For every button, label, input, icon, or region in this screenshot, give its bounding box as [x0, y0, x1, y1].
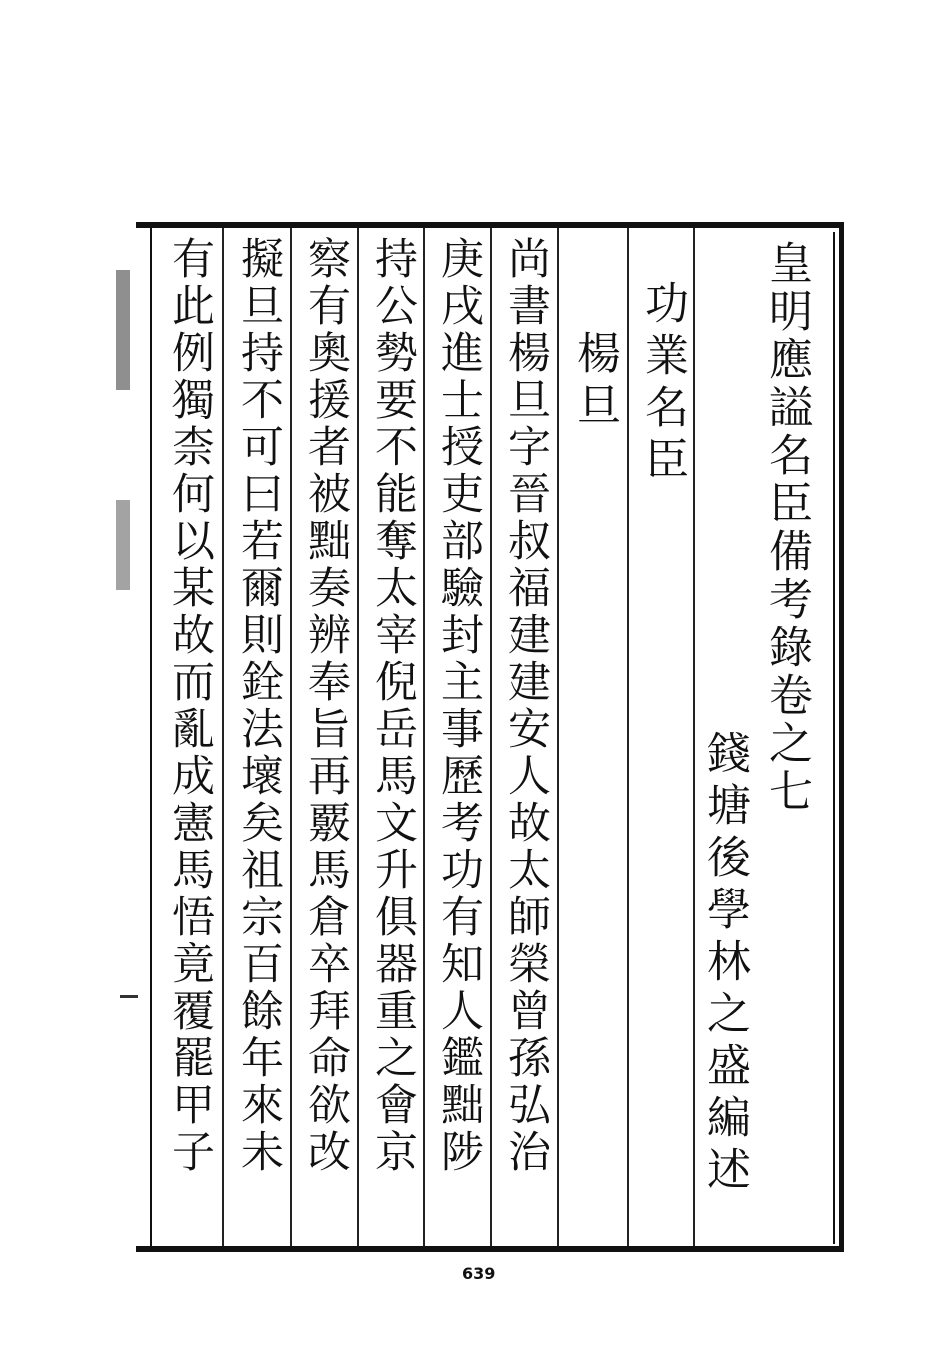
subject-name: 楊旦 [569, 330, 620, 434]
body-line-1: 尚書楊旦字晉叔福建建安人故太師榮曾孫弘治 [501, 236, 551, 1176]
column-divider [693, 228, 695, 1246]
column-divider [357, 228, 359, 1246]
body-line-6: 有此例獨柰何以某故而亂成憲馬悟竟覆罷甲子 [165, 236, 215, 1176]
spine-edge-mark [116, 500, 130, 590]
column-divider [557, 228, 559, 1246]
volume-title: 皇明應謚名臣備考錄卷之七 [761, 240, 812, 816]
spine-edge-mark [116, 270, 130, 390]
frame-inner-left-rule [150, 226, 152, 1248]
section-heading: 功業名臣 [637, 280, 688, 488]
column-divider [423, 228, 425, 1246]
column-divider [290, 228, 292, 1246]
body-line-4: 察有奧援者被黜奏辨奉旨再覈馬倉卒拜命欲改 [301, 236, 351, 1176]
column-divider [490, 228, 492, 1246]
body-line-2: 庚戌進士授吏部驗封主事歷考功有知人鑑黜陟 [434, 236, 484, 1176]
frame-inner-right-rule [833, 232, 835, 1244]
body-line-5: 擬旦持不可曰若爾則銓法壞矣祖宗百餘年來未 [234, 236, 284, 1176]
page-number: 639 [462, 1264, 496, 1283]
column-divider [627, 228, 629, 1246]
spine-edge-mark [120, 995, 138, 998]
author-line: 錢塘後學林之盛編述 [699, 730, 750, 1198]
body-line-3: 持公勢要不能奪太宰倪岳馬文升俱器重之會京 [368, 236, 418, 1176]
column-divider [222, 228, 224, 1246]
